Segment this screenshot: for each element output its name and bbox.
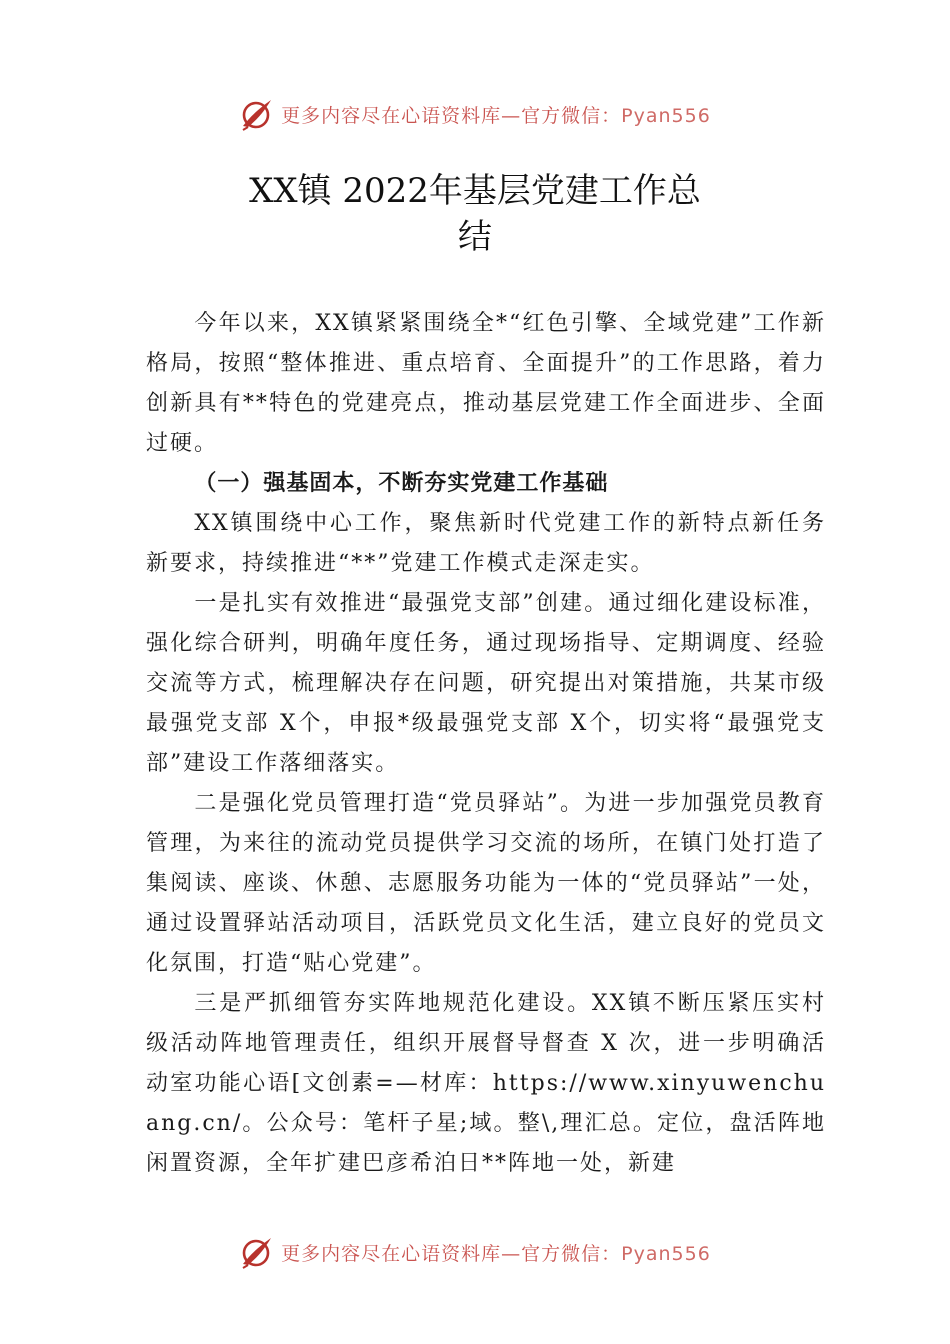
header-banner-wechat: Pyan556 [621, 104, 711, 127]
header-banner-label: 更多内容尽在心语资料库—官方微信： [281, 104, 622, 127]
paragraph-item-1: 一是扎实有效推进“最强党支部”创建。通过细化建设标准，强化综合研判，明确年度任务，通过现场指导、定期调度、经验交流等方式，梳理解决存在问题，研究提出对策措施，共某市级最强党支部 X个，申报*级最强党支部 X个，切实将“最强党支部”建设工作落细落实。 [146, 591, 826, 776]
footer-banner-wechat: Pyan556 [621, 1242, 711, 1265]
header-banner-text [281, 101, 711, 128]
quill-pen-logo-icon [239, 96, 275, 132]
footer-banner [0, 1232, 950, 1272]
footer-banner-text [281, 1239, 711, 1266]
title-line-2: 结 [458, 217, 492, 257]
document-title [230, 168, 720, 260]
footer-banner-label: 更多内容尽在心语资料库—官方微信： [281, 1242, 622, 1265]
quill-pen-logo-icon [239, 1234, 275, 1270]
section-heading-1: （一）强基固本，不断夯实党建工作基础 [194, 471, 609, 496]
paragraph-item-2: 二是强化党员管理打造“党员驿站”。为进一步加强党员教育管理，为来往的流动党员提供学习交流的场所，在镇门处打造了集阅读、座谈、休憩、志愿服务功能为一体的“党员驿站”一处，通过设置驿站活动项目，活跃党员文化生活，建立良好的党员文化氛围，打造“贴心党建”。 [146, 791, 826, 976]
header-banner [0, 94, 950, 134]
paragraph-item-3: 三是严抓细管夯实阵地规范化建设。XX镇不断压紧压实村级活动阵地管理责任，组织开展督导督查 X 次，进一步明确活动室功能心语[文创素=—材库：https://www.xinyuwenchuang.cn/。公众号：笔杆子星;域。整\,理汇总。定位，盘活阵地闲置资源，全年扩建巴彦希泊日**阵地一处，新建 [146, 991, 826, 1176]
paragraph-intro: 今年以来，XX镇紧紧围绕全*“红色引擎、全域党建”工作新格局，按照“整体推进、重点培育、全面提升”的工作思路，着力创新具有**特色的党建亮点，推动基层党建工作全面进步、全面过硬。 [146, 311, 826, 456]
document-body [146, 304, 826, 1184]
title-line-1: XX镇 2022年基层党建工作总 [249, 171, 701, 211]
paragraph-overview: XX镇围绕中心工作，聚焦新时代党建工作的新特点新任务新要求，持续推进“**”党建工作模式走深走实。 [146, 511, 826, 576]
